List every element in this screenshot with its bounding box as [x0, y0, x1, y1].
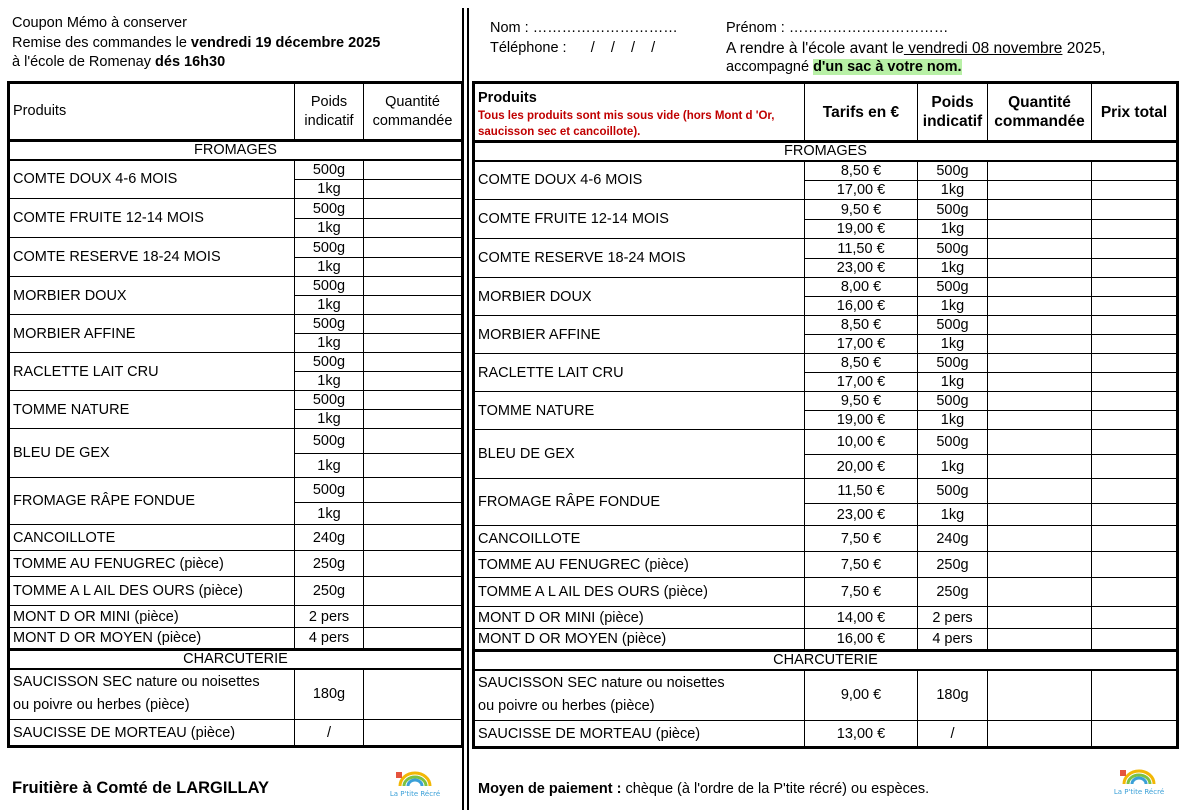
quantity-input[interactable]	[988, 479, 1092, 504]
weight-500g: 500g	[918, 239, 988, 259]
total-input[interactable]	[1092, 552, 1178, 578]
price: 7,50 €	[805, 578, 918, 607]
table-row	[9, 160, 463, 180]
quantity-cell[interactable]	[364, 628, 463, 650]
quantity-input[interactable]	[988, 161, 1092, 181]
nom-field[interactable]: Nom : …………………………	[490, 20, 678, 36]
table-row	[474, 392, 1178, 411]
quantity-input[interactable]	[988, 411, 1092, 430]
total-input[interactable]	[1092, 373, 1178, 392]
total-input[interactable]	[1092, 181, 1178, 200]
price-500g: 8,50 €	[805, 316, 918, 335]
memo-title: Coupon Mémo à conserver	[12, 15, 187, 31]
price-500g: 8,50 €	[805, 161, 918, 181]
product-name: COMTE RESERVE 18-24 MOIS	[9, 238, 295, 277]
price-500g: 11,50 €	[805, 479, 918, 504]
telephone-field[interactable]: Téléphone : / / / /	[490, 39, 656, 56]
product-name: COMTE RESERVE 18-24 MOIS	[474, 239, 805, 278]
product-name: TOMME A L AIL DES OURS (pièce)	[9, 577, 295, 606]
weight-500g: 500g	[918, 430, 988, 455]
table-row	[474, 161, 1178, 181]
product-name: RACLETTE LAIT CRU	[9, 353, 295, 391]
weight: /	[918, 721, 988, 748]
weight-1kg: 1kg	[295, 454, 364, 478]
quantity-cell[interactable]	[364, 720, 463, 747]
weight-500g: 500g	[295, 391, 364, 410]
weight-1kg: 1kg	[918, 181, 988, 200]
price: 9,00 €	[805, 670, 918, 721]
memo-location-line: à l'école de Romenay dés 16h30	[12, 54, 226, 70]
quantity-cell[interactable]	[364, 353, 463, 372]
quantity-cell[interactable]	[364, 503, 463, 525]
weight-500g: 500g	[295, 429, 364, 454]
price-500g: 8,00 €	[805, 278, 918, 297]
total-input[interactable]	[1092, 430, 1178, 455]
table-row	[9, 669, 463, 720]
table-row	[9, 650, 463, 669]
weight: 180g	[295, 669, 364, 720]
quantity-cell[interactable]	[364, 410, 463, 429]
quantity-cell[interactable]	[364, 199, 463, 219]
quantity-input[interactable]	[988, 181, 1092, 200]
table-row	[9, 277, 463, 296]
weight-500g: 500g	[295, 315, 364, 334]
table-row	[9, 199, 463, 219]
total-input[interactable]	[1092, 200, 1178, 220]
product-name: MONT D OR MOYEN (pièce)	[9, 628, 295, 650]
order-table	[472, 81, 1179, 749]
table-row	[474, 239, 1178, 259]
total-input[interactable]	[1092, 316, 1178, 335]
quantity-input[interactable]	[988, 526, 1092, 552]
weight-500g: 500g	[918, 200, 988, 220]
header-produits-label: Produits	[478, 90, 537, 106]
bag-line: accompagné d'un sac à votre nom.	[726, 59, 962, 75]
product-name: BLEU DE GEX	[474, 430, 805, 479]
product-name: TOMME A L AIL DES OURS (pièce)	[474, 578, 805, 607]
weight: 240g	[295, 525, 364, 551]
table-row	[9, 83, 463, 141]
price-1kg: 17,00 €	[805, 335, 918, 354]
price-500g: 9,50 €	[805, 200, 918, 220]
header-quantite: Quantité commandée	[988, 83, 1092, 142]
logo-text-right: La P'tite Récré	[1113, 788, 1165, 796]
quantity-cell[interactable]	[364, 296, 463, 315]
weight-1kg: 1kg	[295, 258, 364, 277]
quantity-input[interactable]	[988, 552, 1092, 578]
header-tarifs: Tarifs en €	[805, 83, 918, 142]
quantity-cell[interactable]	[364, 315, 463, 334]
weight-1kg: 1kg	[295, 334, 364, 353]
total-input[interactable]	[1092, 578, 1178, 607]
weight-1kg: 1kg	[295, 372, 364, 391]
header-prix-total: Prix total	[1092, 83, 1178, 142]
table-row	[474, 721, 1178, 748]
header-produits: Produits	[9, 83, 295, 141]
weight-1kg: 1kg	[295, 410, 364, 429]
payment-info: Moyen de paiement : chèque (à l'ordre de la P'tite récré) ou espèces.	[478, 781, 930, 797]
table-row	[9, 551, 463, 577]
quantity-cell[interactable]	[364, 372, 463, 391]
product-name: CANCOILLOTE	[9, 525, 295, 551]
quantity-input[interactable]	[988, 259, 1092, 278]
quantity-cell[interactable]	[364, 606, 463, 628]
weight: 4 pers	[295, 628, 364, 650]
product-name: SAUCISSON SEC nature ou noisettes ou poivre ou herbes (pièce)	[9, 669, 295, 720]
section-charcuterie: CHARCUTERIE	[474, 651, 1178, 670]
product-name: MONT D OR MINI (pièce)	[474, 607, 805, 629]
product-name: TOMME AU FENUGREC (pièce)	[9, 551, 295, 577]
product-name: CANCOILLOTE	[474, 526, 805, 552]
quantity-cell[interactable]	[364, 429, 463, 454]
quantity-cell[interactable]	[364, 219, 463, 238]
total-input[interactable]	[1092, 297, 1178, 316]
weight: 2 pers	[295, 606, 364, 628]
product-name: MORBIER AFFINE	[9, 315, 295, 353]
quantity-input[interactable]	[988, 607, 1092, 629]
weight-1kg: 1kg	[918, 411, 988, 430]
product-name: MONT D OR MINI (pièce)	[9, 606, 295, 628]
deadline-line: A rendre à l'école avant le vendredi 08 novembre 2025,	[726, 39, 1106, 57]
product-name: COMTE DOUX 4-6 MOIS	[9, 160, 295, 199]
weight-1kg: 1kg	[918, 335, 988, 354]
table-row	[474, 479, 1178, 504]
total-input[interactable]	[1092, 526, 1178, 552]
weight-500g: 500g	[918, 161, 988, 181]
weight: 2 pers	[918, 607, 988, 629]
table-row	[474, 142, 1178, 161]
quantity-input[interactable]	[988, 354, 1092, 373]
price: 7,50 €	[805, 526, 918, 552]
cut-line-2	[467, 8, 469, 810]
price-1kg: 23,00 €	[805, 259, 918, 278]
product-name: SAUCISSE DE MORTEAU (pièce)	[9, 720, 295, 747]
quantity-cell[interactable]	[364, 454, 463, 478]
product-name: FROMAGE RÂPE FONDUE	[474, 479, 805, 526]
prenom-field[interactable]: Prénom : ……………………………	[726, 20, 949, 36]
price-1kg: 19,00 €	[805, 411, 918, 430]
table-row	[9, 577, 463, 606]
weight: 250g	[295, 577, 364, 606]
quantity-cell[interactable]	[364, 180, 463, 199]
quantity-input[interactable]	[988, 578, 1092, 607]
quantity-input[interactable]	[988, 373, 1092, 392]
quantity-cell[interactable]	[364, 160, 463, 180]
table-row	[474, 526, 1178, 552]
header-produits	[474, 83, 805, 142]
weight-500g: 500g	[918, 354, 988, 373]
weight-1kg: 1kg	[918, 259, 988, 278]
weight-500g: 500g	[295, 353, 364, 372]
product-name: COMTE FRUITE 12-14 MOIS	[9, 199, 295, 238]
table-row	[9, 606, 463, 628]
table-row	[9, 238, 463, 258]
weight-500g: 500g	[295, 277, 364, 296]
ptite-recre-logo-right	[1110, 764, 1168, 800]
quantity-input[interactable]	[988, 220, 1092, 239]
table-row	[9, 141, 463, 160]
product-name: MONT D OR MOYEN (pièce)	[474, 629, 805, 651]
memo-header	[12, 14, 380, 73]
ptite-recre-logo	[386, 766, 444, 802]
form-identity	[490, 19, 710, 58]
table-row	[9, 628, 463, 650]
product-name: TOMME NATURE	[9, 391, 295, 429]
quantity-input[interactable]	[988, 297, 1092, 316]
section-charcuterie: CHARCUTERIE	[9, 650, 463, 669]
price-500g: 9,50 €	[805, 392, 918, 411]
memo-delivery-line: Remise des commandes le vendredi 19 décembre 2025	[12, 34, 381, 51]
price-500g: 8,50 €	[805, 354, 918, 373]
total-input[interactable]	[1092, 220, 1178, 239]
quantity-cell[interactable]	[364, 478, 463, 503]
memo-table	[7, 81, 464, 748]
price-1kg: 19,00 €	[805, 220, 918, 239]
weight-500g: 500g	[918, 316, 988, 335]
table-row	[474, 607, 1178, 629]
weight: 180g	[918, 670, 988, 721]
price: 13,00 €	[805, 721, 918, 748]
price-500g: 10,00 €	[805, 430, 918, 455]
total-input[interactable]	[1092, 259, 1178, 278]
price-1kg: 17,00 €	[805, 373, 918, 392]
quantity-input[interactable]	[988, 721, 1092, 748]
weight-500g: 500g	[918, 479, 988, 504]
weight-1kg: 1kg	[295, 180, 364, 199]
total-input[interactable]	[1092, 392, 1178, 411]
supplier-name: Fruitière à Comté de LARGILLAY	[12, 779, 270, 797]
weight: 250g	[918, 552, 988, 578]
table-row	[474, 670, 1178, 721]
table-row	[9, 315, 463, 334]
price-1kg: 20,00 €	[805, 455, 918, 479]
weight-1kg: 1kg	[918, 504, 988, 526]
table-row	[474, 200, 1178, 220]
weight-1kg: 1kg	[295, 219, 364, 238]
total-input[interactable]	[1092, 161, 1178, 181]
weight-1kg: 1kg	[918, 297, 988, 316]
vacuum-note: Tous les produits sont mis sous vide (hors Mont d 'Or, saucisson sec et cancoillote).	[478, 110, 775, 138]
table-row	[474, 629, 1178, 651]
weight-1kg: 1kg	[918, 220, 988, 239]
table-row	[474, 578, 1178, 607]
quantity-input[interactable]	[988, 316, 1092, 335]
weight-500g: 500g	[918, 278, 988, 297]
quantity-cell[interactable]	[364, 258, 463, 277]
weight: /	[295, 720, 364, 747]
price-500g: 11,50 €	[805, 239, 918, 259]
quantity-cell[interactable]	[364, 334, 463, 353]
total-input[interactable]	[1092, 335, 1178, 354]
quantity-cell[interactable]	[364, 577, 463, 606]
weight: 250g	[295, 551, 364, 577]
table-row	[474, 430, 1178, 455]
product-name: TOMME AU FENUGREC (pièce)	[474, 552, 805, 578]
table-row	[9, 478, 463, 503]
total-input[interactable]	[1092, 721, 1178, 748]
quantity-cell[interactable]	[364, 551, 463, 577]
table-row	[9, 353, 463, 372]
quantity-input[interactable]	[988, 455, 1092, 479]
header-quantite: Quantité commandée	[364, 83, 463, 141]
section-fromages: FROMAGES	[474, 142, 1178, 161]
header-poids: Poids indicatif	[295, 83, 364, 141]
product-name: BLEU DE GEX	[9, 429, 295, 478]
product-name: SAUCISSE DE MORTEAU (pièce)	[474, 721, 805, 748]
table-row	[9, 391, 463, 410]
weight-1kg: 1kg	[295, 296, 364, 315]
weight-1kg: 1kg	[918, 373, 988, 392]
weight-500g: 500g	[295, 160, 364, 180]
quantity-input[interactable]	[988, 504, 1092, 526]
weight: 240g	[918, 526, 988, 552]
total-input[interactable]	[1092, 479, 1178, 504]
quantity-cell[interactable]	[364, 391, 463, 410]
table-row	[474, 354, 1178, 373]
total-input[interactable]	[1092, 354, 1178, 373]
product-name: RACLETTE LAIT CRU	[474, 354, 805, 392]
quantity-cell[interactable]	[364, 238, 463, 258]
quantity-input[interactable]	[988, 200, 1092, 220]
product-name: SAUCISSON SEC nature ou noisettes ou poivre ou herbes (pièce)	[474, 670, 805, 721]
total-input[interactable]	[1092, 607, 1178, 629]
table-row	[474, 83, 1178, 142]
product-name: MORBIER DOUX	[9, 277, 295, 315]
quantity-input[interactable]	[988, 629, 1092, 651]
product-name: MORBIER AFFINE	[474, 316, 805, 354]
weight: 4 pers	[918, 629, 988, 651]
weight-1kg: 1kg	[918, 455, 988, 479]
quantity-input[interactable]	[988, 335, 1092, 354]
price-1kg: 17,00 €	[805, 181, 918, 200]
header-poids: Poids indicatif	[918, 83, 988, 142]
quantity-input[interactable]	[988, 278, 1092, 297]
weight-500g: 500g	[295, 199, 364, 219]
price: 14,00 €	[805, 607, 918, 629]
table-row	[474, 278, 1178, 297]
table-row	[9, 429, 463, 454]
price-1kg: 23,00 €	[805, 504, 918, 526]
price: 7,50 €	[805, 552, 918, 578]
quantity-input[interactable]	[988, 392, 1092, 411]
weight-1kg: 1kg	[295, 503, 364, 525]
product-name: COMTE FRUITE 12-14 MOIS	[474, 200, 805, 239]
weight-500g: 500g	[918, 392, 988, 411]
product-name: MORBIER DOUX	[474, 278, 805, 316]
quantity-input[interactable]	[988, 239, 1092, 259]
quantity-cell[interactable]	[364, 525, 463, 551]
weight-500g: 500g	[295, 238, 364, 258]
section-fromages: FROMAGES	[9, 141, 463, 160]
price-1kg: 16,00 €	[805, 297, 918, 316]
form-instructions	[726, 19, 1186, 78]
product-name: COMTE DOUX 4-6 MOIS	[474, 161, 805, 200]
quantity-input[interactable]	[988, 430, 1092, 455]
total-input[interactable]	[1092, 455, 1178, 479]
total-input[interactable]	[1092, 504, 1178, 526]
quantity-input[interactable]	[988, 670, 1092, 721]
table-row	[474, 651, 1178, 670]
total-input[interactable]	[1092, 670, 1178, 721]
quantity-cell[interactable]	[364, 277, 463, 296]
weight: 250g	[918, 578, 988, 607]
table-row	[474, 552, 1178, 578]
table-row	[9, 525, 463, 551]
price: 16,00 €	[805, 629, 918, 651]
total-input[interactable]	[1092, 239, 1178, 259]
weight-500g: 500g	[295, 478, 364, 503]
total-input[interactable]	[1092, 411, 1178, 430]
logo-text: La P'tite Récré	[389, 790, 441, 798]
total-input[interactable]	[1092, 278, 1178, 297]
product-name: TOMME NATURE	[474, 392, 805, 430]
quantity-cell[interactable]	[364, 669, 463, 720]
table-row	[9, 720, 463, 747]
total-input[interactable]	[1092, 629, 1178, 651]
product-name: FROMAGE RÂPE FONDUE	[9, 478, 295, 525]
table-row	[474, 316, 1178, 335]
